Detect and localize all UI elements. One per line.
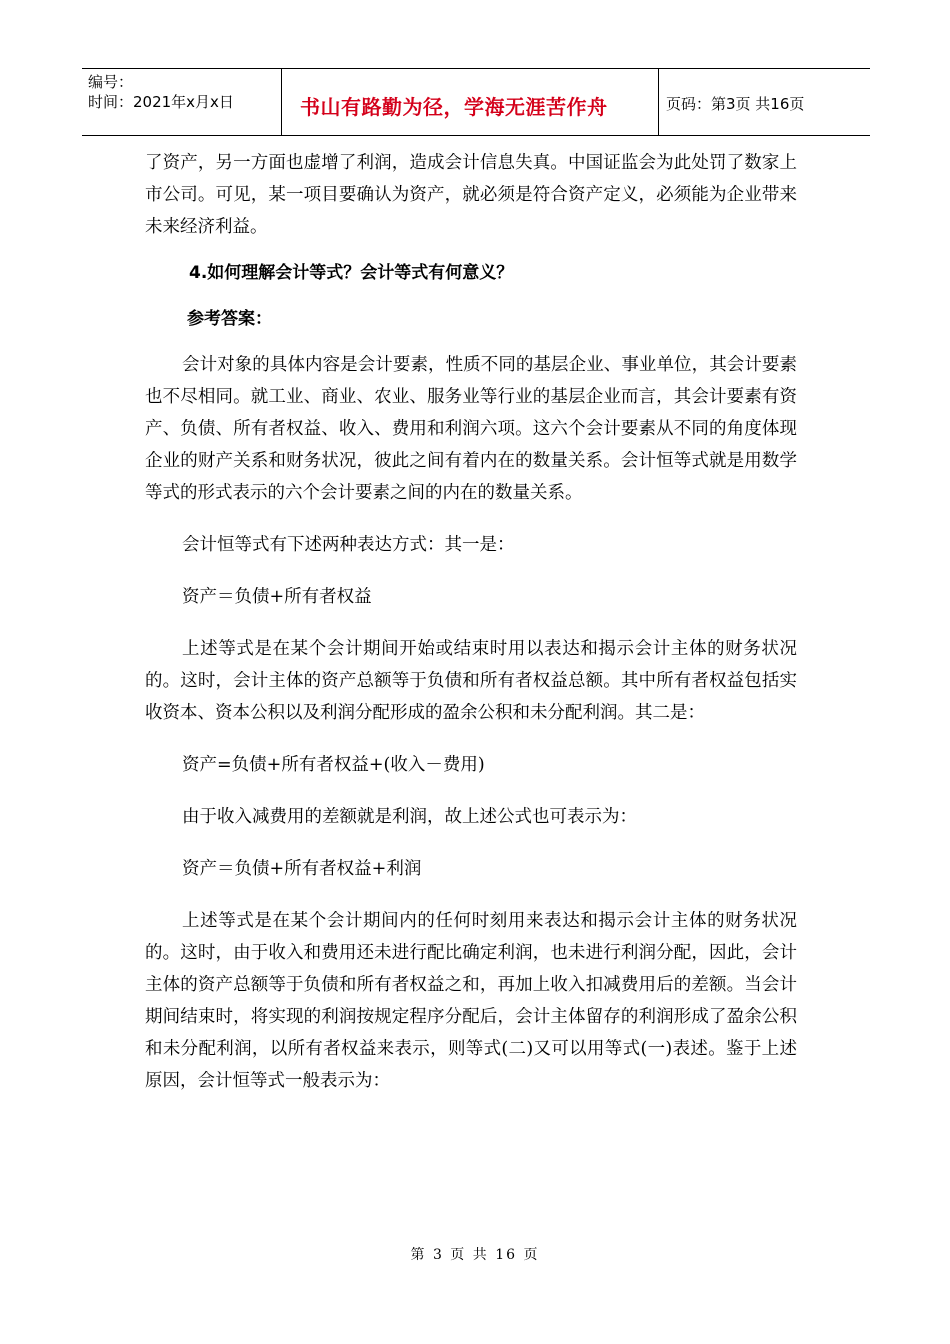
page-header [82,68,870,136]
document-body [145,147,797,1097]
header-meta-cell [82,69,282,135]
paragraph-continuation: 了资产，另一方面也虚增了利润，造成会计信息失真。中国证监会为此处罚了数家上市公司。可见，某一项目要确认为资产，就必须是符合资产定义，必须能为企业带来未来经济利益。 [145,153,797,237]
document-number-label: 编号： [88,73,134,91]
page-footer: 第 3 页 共 16 页 [410,1247,540,1263]
header-motto-cell [282,69,659,135]
paragraph-equation-three-explanation: 上述等式是在某个会计期间内的任何时刻用来表达和揭示会计主体的财务状况的。这时，由于收入和费用还未进行配比确定利润，也未进行利润分配，因此，会计主体的资产总额等于负债和所有者权益之和，再加上收入扣减费用后的差额。当会计期间结束时，将实现的利润按规定程序分配后，会计主体留存的利润形成了盈余公积和未分配利润，以所有者权益来表示，则等式(二)又可以用等式(一)表述。鉴于上述原因，会计恒等式一般表示为： [145,911,797,1091]
paragraph-accounting-elements: 会计对象的具体内容是会计要素，性质不同的基层企业、事业单位，其会计要素也不尽相同。就工业、商业、农业、服务业等行业的基层企业而言，其会计要素有资产、负债、所有者权益、收入、费用和利润六项。这六个会计要素从不同的角度体现企业的财产关系和财务状况，彼此之间有着内在的数量关系。会计恒等式就是用数学等式的形式表示的六个会计要素之间的内在的数量关系。 [145,355,797,503]
equation-one: 资产＝负债+所有者权益 [182,587,372,607]
header-page-cell [659,69,870,135]
paragraph-since-profit: 由于收入减费用的差额就是利润，故上述公式也可表示为： [182,807,637,827]
equation-three: 资产＝负债+所有者权益+利润 [182,859,422,879]
answer-heading: 参考答案： [187,309,272,329]
question-heading: 4.如何理解会计等式？会计等式有何意义？ [189,263,514,283]
header-motto: 书山有路勤为径，学海无涯苦作舟 [300,95,608,119]
paragraph-two-forms: 会计恒等式有下述两种表达方式：其一是： [182,535,515,555]
header-page-info: 页码：第3页 共16页 [666,95,805,113]
document-date-label: 时间：2021年x月x日 [88,93,234,111]
equation-two: 资产=负债+所有者权益+(收入－费用) [182,755,485,775]
paragraph-equation-one-explanation: 上述等式是在某个会计期间开始或结束时用以表达和揭示会计主体的财务状况的。这时，会计主体的资产总额等于负债和所有者权益总额。其中所有者权益包括实收资本、资本公积以及利润分配形成的盈余公积和未分配利润。其二是： [145,639,797,723]
